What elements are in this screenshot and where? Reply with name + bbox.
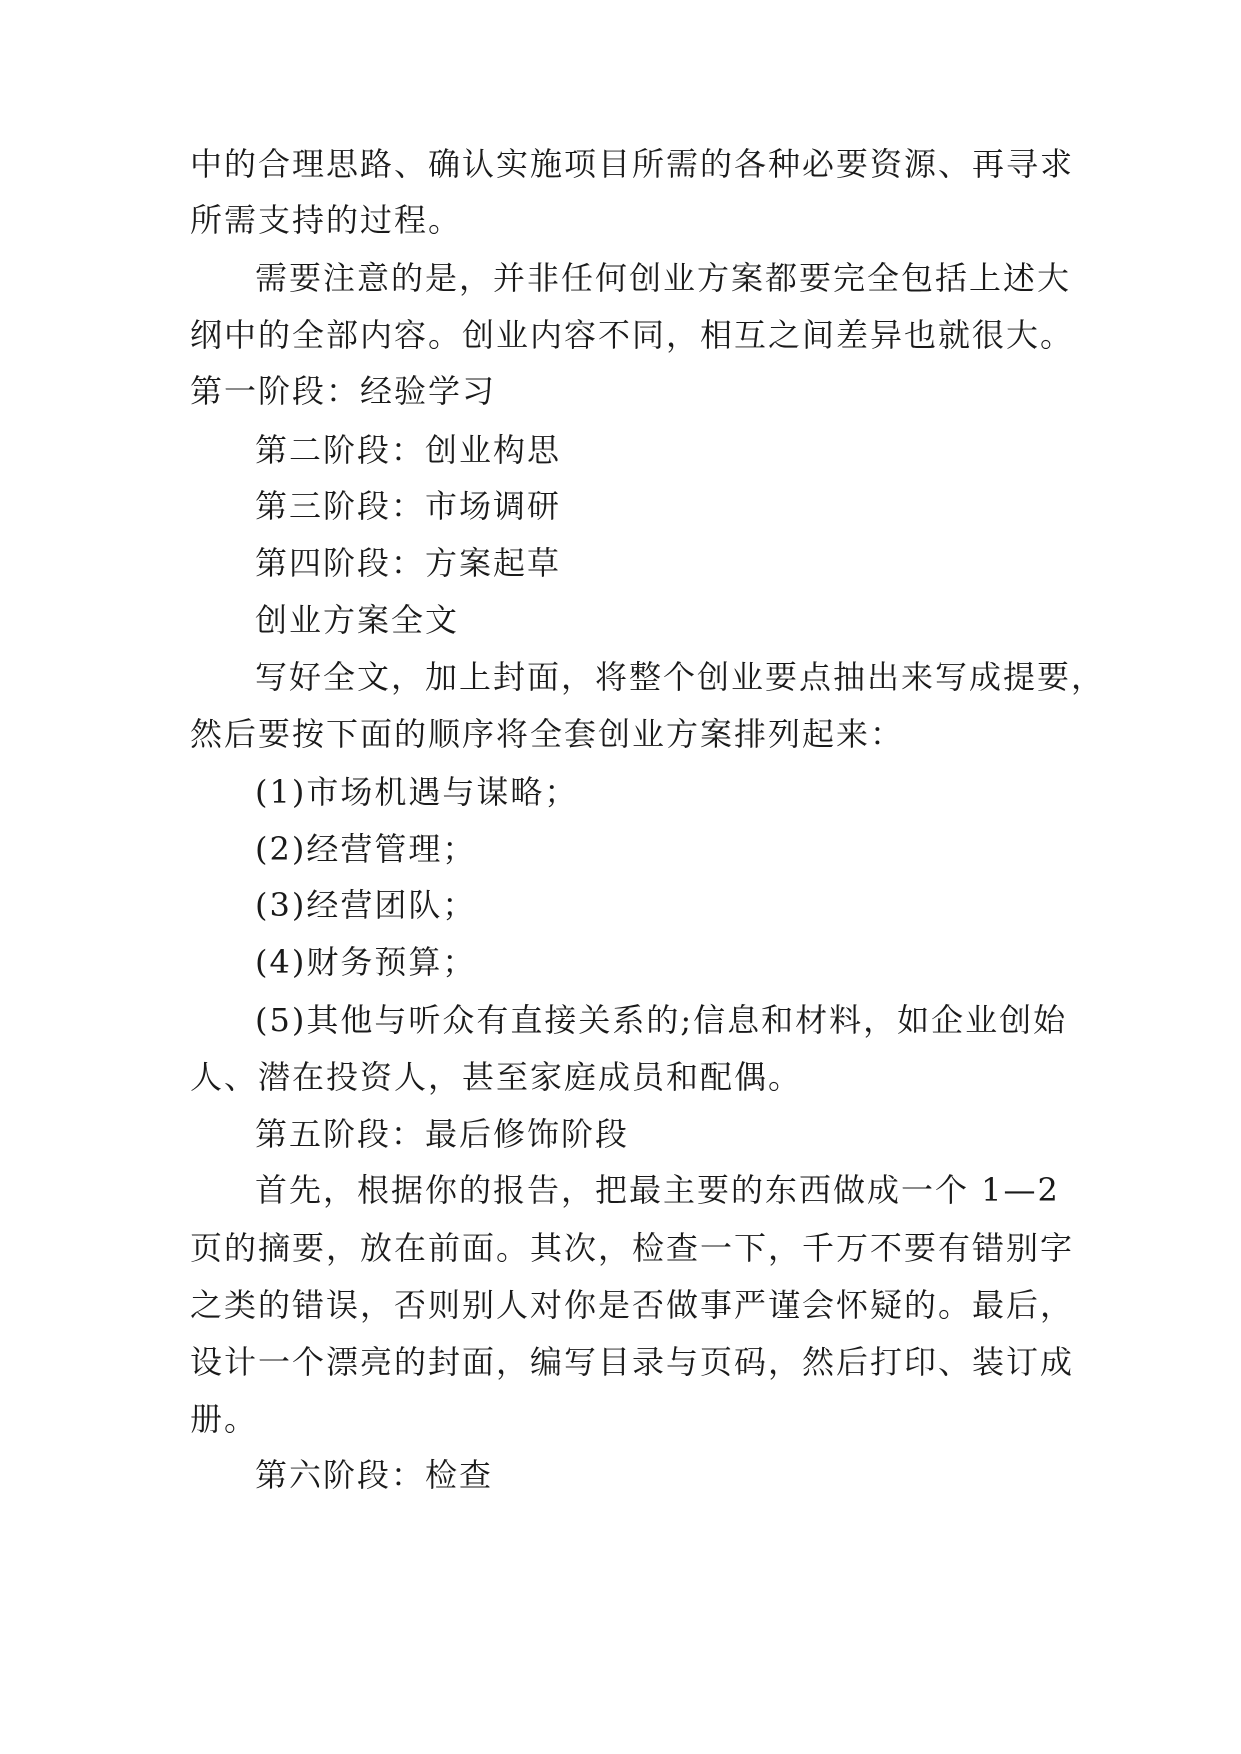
body-text-line: 首先，根据你的报告，把最主要的东西做成一个 1—2 xyxy=(255,1171,1060,1209)
body-text-line: 所需支持的过程。 xyxy=(190,201,463,239)
body-text-line: 纲中的全部内容。创业内容不同，相互之间差异也就很大。 xyxy=(190,316,1075,354)
body-text-line: 页的摘要，放在前面。其次，检查一下，千万不要有错别字 xyxy=(190,1229,1075,1267)
list-item: (1)市场机遇与谋略； xyxy=(255,773,579,811)
section-heading: 第四阶段：方案起草 xyxy=(255,544,562,582)
section-heading: 第五阶段：最后修饰阶段 xyxy=(255,1115,630,1153)
body-text-line: 之类的错误，否则别人对你是否做事严谨会怀疑的。最后， xyxy=(190,1286,1075,1324)
section-heading: 创业方案全文 xyxy=(255,601,460,639)
body-text-line: 写好全文，加上封面，将整个创业要点抽出来写成提要， xyxy=(255,658,1106,696)
body-text-line: 设计一个漂亮的封面，编写目录与页码，然后打印、装订成 xyxy=(190,1343,1075,1381)
section-heading: 第六阶段：检查 xyxy=(255,1456,494,1494)
body-text-line: 中的合理思路、确认实施项目所需的各种必要资源、再寻求 xyxy=(190,145,1075,183)
section-heading: 第二阶段：创业构思 xyxy=(255,431,562,469)
section-heading: 第三阶段：市场调研 xyxy=(255,487,562,525)
list-item: (3)经营团队； xyxy=(255,886,477,924)
section-heading: 第一阶段：经验学习 xyxy=(190,372,497,410)
body-text-line: 人、潜在投资人，甚至家庭成员和配偶。 xyxy=(190,1058,803,1096)
list-item: (2)经营管理； xyxy=(255,830,477,868)
body-text-line: 册。 xyxy=(190,1400,259,1438)
list-item: (5)其他与听众有直接关系的;信息和材料，如企业创始 xyxy=(255,1001,1068,1039)
list-item: (4)财务预算； xyxy=(255,943,477,981)
body-text-line: 需要注意的是，并非任何创业方案都要完全包括上述大 xyxy=(255,259,1072,297)
body-text-line: 然后要按下面的顺序将全套创业方案排列起来： xyxy=(190,715,905,753)
